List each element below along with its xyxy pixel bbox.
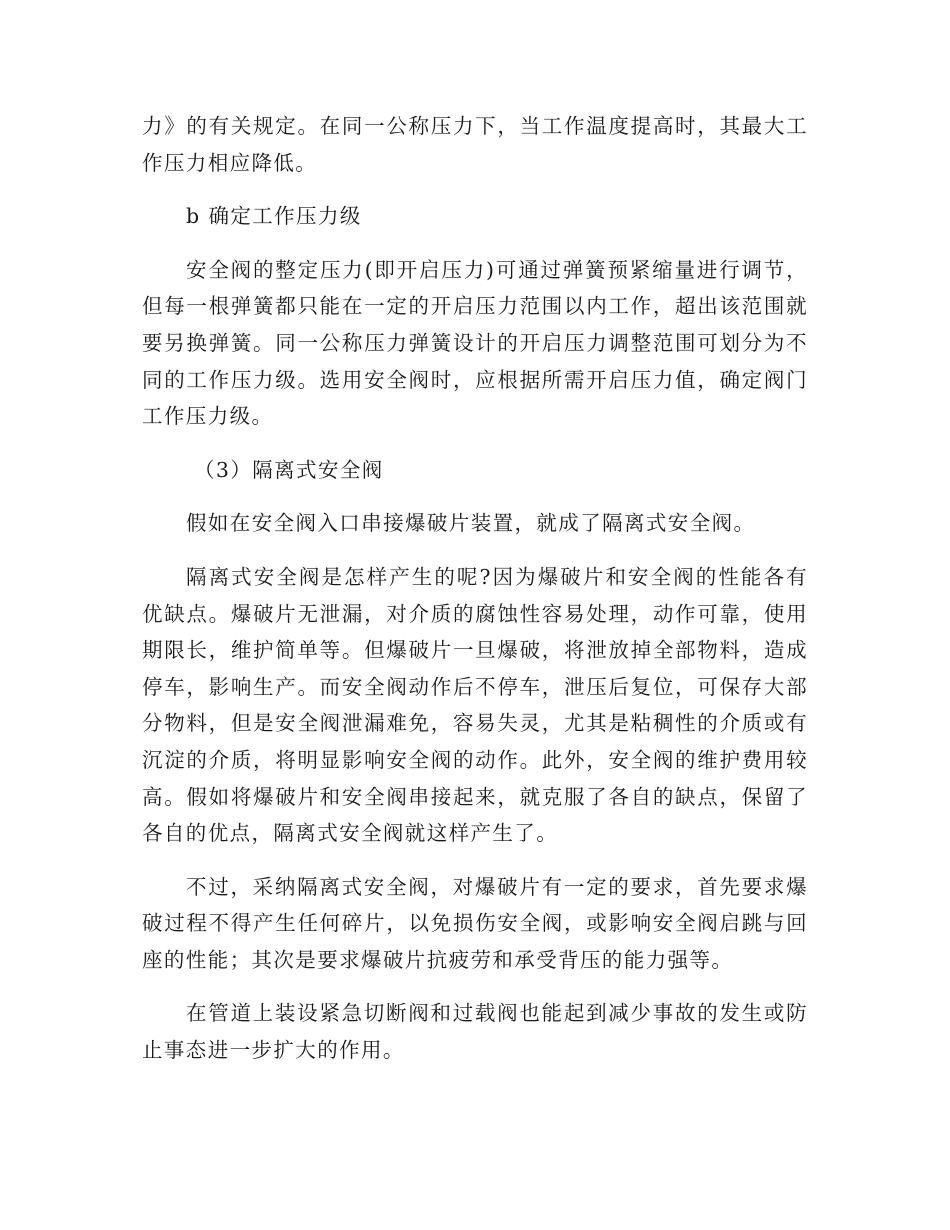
paragraph-emergency-shutoff: 在管道上装设紧急切断阀和过载阀也能起到减少事故的发生或防止事态进一步扩大的作用。	[142, 1001, 808, 1063]
section-heading-isolation-valve: （3）隔离式安全阀	[194, 457, 384, 482]
paragraph-continuation: 力》的有关规定。在同一公称压力下，当工作温度提高时，其最大工作压力相应降低。	[142, 114, 808, 175]
paragraph-set-pressure: 安全阀的整定压力(即开启压力)可通过弹簧预紧缩量进行调节，但每一根弹簧都只能在一定的开启压力范围以内工作，超出该范围就要另换弹簧。同一公称压力弹簧设计的开启压力调整范围可划分为不同的工作压力级。选用安全阀时，应根据所需开启压力值，确定阀门工作压力级。	[142, 257, 808, 429]
paragraph-isolation-origin: 隔离式安全阀是怎样产生的呢?因为爆破片和安全阀的性能各有优缺点。爆破片无泄漏，对介质的腐蚀性容易处理，动作可靠，使用期限长，维护简单等。但爆破片一旦爆破，将泄放掉全部物料，造成停车，影响生产。而安全阀动作后不停车，泄压后复位，可保存大部分物料，但是安全阀泄漏难免，容易失灵，尤其是粘稠性的介质或有沉淀的介质，将明显影响安全阀的动作。此外，安全阀的维护费用较高。假如将爆破片和安全阀串接起来，就克服了各自的缺点，保留了各自的优点，隔离式安全阀就这样产生了。	[142, 564, 808, 846]
subheading-working-pressure-level: b 确定工作压力级	[186, 204, 362, 229]
paragraph-rupture-disc-requirements: 不过，采纳隔离式安全阀，对爆破片有一定的要求，首先要求爆破过程不得产生任何碎片，以免损伤安全阀，或影响安全阀启跳与回座的性能；其次是要求爆破片抗疲劳和承受背压的能力强等。	[142, 874, 808, 972]
document-body	[142, 108, 808, 1086]
paragraph-isolation-definition: 假如在安全阀入口串接爆破片装置，就成了隔离式安全阀。	[186, 511, 756, 536]
